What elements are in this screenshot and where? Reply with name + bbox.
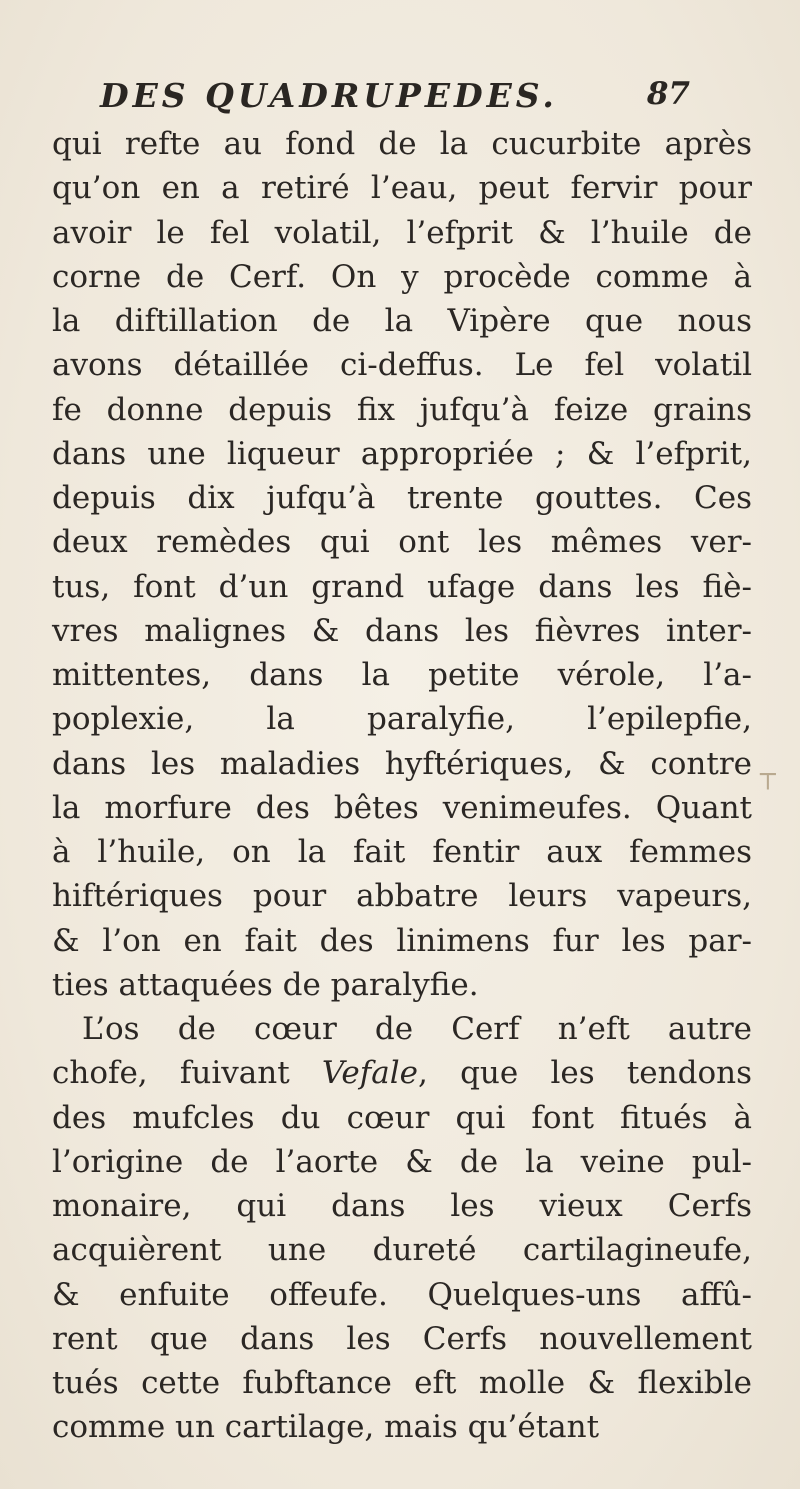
text-line: tués cette fubftance eft molle & flexible [52, 1365, 752, 1401]
text-line: ties attaquées de paralyfie. [52, 966, 479, 1003]
text-line: mittentes, dans la petite vérole, l’a- [52, 657, 752, 693]
text-line: poplexie, la paralyfie, l’epilepfie, [52, 701, 752, 738]
text-line: & l’on en fait des linimens fur les par- [52, 922, 752, 959]
text-line: avons détaillée ci-deffus. Le fel volatil [52, 347, 752, 384]
italic-name: Vefale [321, 1055, 418, 1092]
text-line: l’origine de l’aorte & de la veine pul- [52, 1143, 752, 1180]
text-line: la morfure des bêtes venimeufes. Quant [52, 789, 752, 826]
text-line: comme un cartilage, mais qu’étant [52, 1409, 600, 1446]
text-line: vres malignes & dans les fièvres inter- [52, 612, 752, 649]
text-line: corne de Cerf. On y procède comme à [52, 258, 752, 295]
text-line: fe donne depuis fix jufqu’à feize grains [52, 391, 752, 428]
text-line: la diftillation de la Vipère que nous [52, 303, 752, 339]
text-line: monaire, qui dans les vieux Cerfs [52, 1188, 752, 1224]
text-line: dans les maladies hyftériques, & contre [52, 745, 752, 782]
page-number: 87 [646, 76, 690, 112]
running-title: DES QUADRUPEDES. [100, 76, 558, 115]
text-line: rent que dans les Cerfs nouvellement [52, 1320, 752, 1357]
text-line: & enfuite offeufe. Quelques-uns affû- [52, 1276, 752, 1313]
text-line: deux remèdes qui ont les mêmes ver- [52, 524, 752, 561]
text-line: dans une liqueur appropriée ; & l’efprit, [52, 435, 752, 472]
text-line: à l’huile, on la fait fentir aux femmes [52, 834, 752, 870]
text-line: acquièrent une dureté cartilagineufe, [52, 1232, 752, 1269]
text-line: qui refte au fond de la cucurbite après [52, 126, 752, 162]
text-line [52, 1051, 752, 1095]
running-head [100, 70, 690, 120]
text-line: tus, font d’un grand ufage dans les fiè- [52, 568, 752, 605]
paragraph-start-line: L’os de cœur de Cerf n’eft autre [82, 1011, 752, 1047]
body-text [52, 122, 752, 1450]
text-line: depuis dix jufqu’à trente gouttes. Ces [52, 480, 752, 516]
text-fragment: chofe, fuivant [52, 1055, 322, 1092]
text-fragment: , que les tendons [418, 1055, 752, 1092]
text-line: hiftériques pour abbatre leurs vapeurs, [52, 878, 752, 915]
text-line: qu’on en a retiré l’eau, peut fervir pour [52, 170, 752, 207]
text-line: avoir le fel volatil, l’efprit & l’huile de [52, 214, 752, 251]
margin-mark-icon: ┬ [760, 760, 776, 790]
text-line: des mufcles du cœur qui font fitués à [52, 1099, 752, 1136]
